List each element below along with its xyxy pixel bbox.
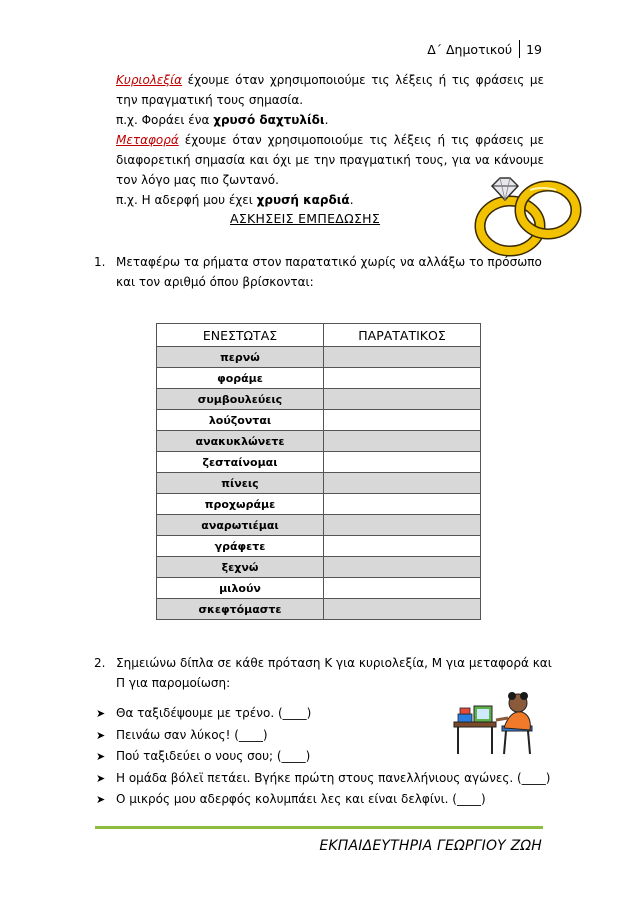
list-item [96, 703, 566, 725]
list-item-text: Πού ταξιδεύει ο νους σου; (____) [116, 749, 311, 763]
page-number: 19 [526, 41, 542, 57]
list-item [96, 789, 566, 811]
table-row [157, 431, 481, 452]
table-row [157, 347, 481, 368]
verb-table [156, 323, 481, 620]
exercise-1-text: Μεταφέρω τα ρήματα στον παρατατικό χωρίς να αλλάξω το πρόσωπο και τον αριθμό όπου βρίσκονται: [116, 255, 542, 289]
imperfect-cell[interactable] [324, 536, 481, 557]
list-item [96, 746, 566, 768]
present-cell: λούζονται [157, 410, 324, 431]
exercise-2-text: Σημειώνω δίπλα σε κάθε πρόταση Κ για κυριολεξία, Μ για μεταφορά και Π για παρομοίωση: [116, 656, 552, 690]
table-row [157, 536, 481, 557]
present-cell: ανακυκλώνετε [157, 431, 324, 452]
literal-example-bold: χρυσό δαχτυλίδι [213, 113, 325, 127]
list-item-text: Η ομάδα βόλεϊ πετάει. Βγήκε πρώτη στους πανελλήνιους αγώνες. (____) [116, 770, 551, 785]
table-row [157, 368, 481, 389]
imperfect-cell[interactable] [324, 515, 481, 536]
present-cell: σκεφτόμαστε [157, 599, 324, 620]
header-imperfect: ΠΑΡΑΤΑΤΙΚΟΣ [324, 324, 481, 347]
imperfect-cell[interactable] [324, 473, 481, 494]
list-item-text: Θα ταξιδέψουμε με τρένο. (____) [116, 706, 312, 720]
present-cell: αναρωτιέμαι [157, 515, 324, 536]
metaphor-term: Μεταφορά [116, 133, 179, 147]
arrowhead-bullet-icon: ➤ [96, 707, 106, 720]
imperfect-cell[interactable] [324, 368, 481, 389]
table-row [157, 578, 481, 599]
imperfect-cell[interactable] [324, 410, 481, 431]
imperfect-cell[interactable] [324, 452, 481, 473]
literal-example-suffix: . [324, 113, 329, 127]
present-cell: πίνεις [157, 473, 324, 494]
arrowhead-bullet-icon: ➤ [96, 771, 106, 785]
list-item [96, 768, 566, 790]
page-header [427, 40, 542, 58]
imperfect-cell[interactable] [324, 494, 481, 515]
table-row [157, 494, 481, 515]
metaphor-example-suffix: . [349, 193, 354, 207]
literal-example [116, 110, 544, 130]
list-item-text: Πεινάω σαν λύκος! (____) [116, 727, 268, 742]
imperfect-cell[interactable] [324, 557, 481, 578]
verb-table-header [157, 324, 481, 347]
present-cell: ξεχνώ [157, 557, 324, 578]
present-cell: ζεσταίνομαι [157, 452, 324, 473]
present-cell: συμβουλεύεις [157, 389, 324, 410]
table-row [157, 473, 481, 494]
header-present: ΕΝΕΣΤΩΤΑΣ [157, 324, 324, 347]
exercise-2-list [96, 703, 566, 811]
metaphor-example-bold: χρυσή καρδιά [256, 193, 350, 207]
present-cell: φοράμε [157, 368, 324, 389]
imperfect-cell[interactable] [324, 347, 481, 368]
imperfect-cell[interactable] [324, 599, 481, 620]
table-row [157, 557, 481, 578]
table-row [157, 452, 481, 473]
footer-divider [95, 826, 543, 829]
literal-text: έχουμε όταν χρησιμοποιούμε τις λέξεις ή τις φράσεις με την πραγματική τους σημασία. [116, 73, 544, 107]
present-cell: μιλούν [157, 578, 324, 599]
section-title: ΑΣΚΗΣΕΙΣ ΕΜΠΕΔΩΣΗΣ [230, 211, 381, 226]
metaphor-text: έχουμε όταν χρησιμοποιούμε τις λέξεις ή τις φράσεις με διαφορετική σημασία και όχι με την πραγματική τους, για να κάνουμε τον λόγο μας πιο ζωντανό. [116, 133, 544, 187]
imperfect-cell[interactable] [324, 578, 481, 599]
exercise-1 [94, 252, 554, 292]
table-row [157, 599, 481, 620]
footer-text: ΕΚΠΑΙΔΕΥΤΗΡΙΑ ΓΕΩΡΓΙΟΥ ΖΩΗ [319, 838, 542, 854]
list-item [96, 725, 566, 747]
arrowhead-bullet-icon: ➤ [96, 793, 106, 806]
present-cell: περνώ [157, 347, 324, 368]
exercise-2 [94, 653, 554, 693]
arrowhead-bullet-icon: ➤ [96, 728, 106, 742]
table-row [157, 515, 481, 536]
table-row [157, 410, 481, 431]
exercise-1-number: 1. [94, 255, 106, 269]
literal-term: Κυριολεξία [116, 73, 183, 87]
metaphor-example-prefix: π.χ. Η αδερφή μου έχει [116, 193, 257, 207]
present-cell: γράφετε [157, 536, 324, 557]
present-cell: προχωράμε [157, 494, 324, 515]
literal-example-prefix: π.χ. Φοράει ένα [116, 113, 214, 127]
gold-rings-icon [470, 168, 582, 260]
list-item-text: Ο μικρός μου αδερφός κολυμπάει λες και είναι δελφίνι. (____) [116, 792, 486, 806]
header-separator [519, 40, 520, 58]
exercise-2-number: 2. [94, 656, 106, 670]
imperfect-cell[interactable] [324, 431, 481, 452]
table-row [157, 389, 481, 410]
header-grade: Δ΄ Δημοτικού [427, 41, 513, 57]
imperfect-cell[interactable] [324, 389, 481, 410]
literal-definition [116, 70, 544, 110]
arrowhead-bullet-icon: ➤ [96, 750, 106, 763]
